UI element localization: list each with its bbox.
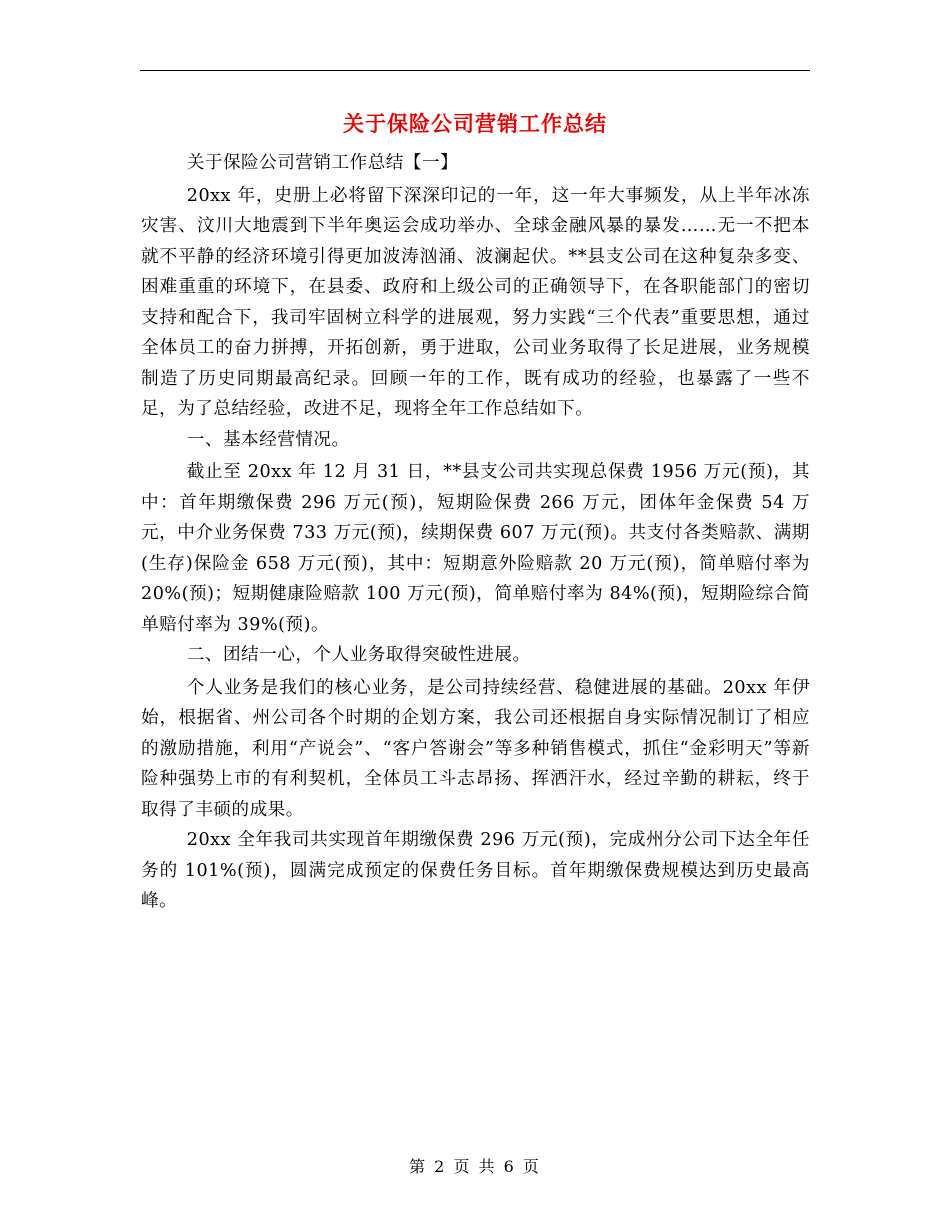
- section-heading: 二、团结一心，个人业务取得突破性进展。: [186, 645, 531, 665]
- section-heading: 关于保险公司营销工作总结【一】: [186, 153, 459, 173]
- body-paragraph: 截止至 20xx 年 12 月 31 日，**县支公司共实现总保费 1956 万元(预)，其中：首年期缴保费 296 万元(预)，短期险保费 266 万元，团体年金保费 54 万元，中介业务保费 733 万元(预)，续期保费 607 万元(预)。共支付各类赔款、满期(生存)保险金 658 万元(预)，其中：短期意外险赔款 20 万元(预)，简单赔付率为 20%(预)；短期健康险赔款 100 万元(预)，简单赔付率为 84%(预)，短期险综合简单赔付率为 39%(预)。: [141, 462, 810, 635]
- document-title: 关于保险公司营销工作总结: [343, 112, 607, 136]
- body-paragraph: 个人业务是我们的核心业务，是公司持续经营、稳健进展的基础。20xx 年伊始，根据省、州公司各个时期的企划方案，我公司还根据自身实际情况制订了相应的激励措施，利用“产说会”、“客户答谢会”等多种销售模式，抓住“金彩明天”等新险种强势上市的有利契机，全体员工斗志昂扬、挥洒汗水，经过辛勤的耕耘，终于取得了丰硕的成果。: [141, 677, 810, 820]
- body-paragraph: 20xx 年，史册上必将留下深深印记的一年，这一年大事频发，从上半年冰冻灾害、汶川大地震到下半年奥运会成功举办、全球金融风暴的暴发……无一不把本就不平静的经济环境引得更加波涛汹涌、波澜起伏。**县支公司在这种复杂多变、困难重重的环境下，在县委、政府和上级公司的正确领导下，在各职能部门的密切支持和配合下，我司牢固树立科学的进展观，努力实践“三个代表”重要思想，通过全体员工的奋力拼搏，开拓创新，勇于进取，公司业务取得了长足进展，业务规模制造了历史同期最高纪录。回顾一年的工作，既有成功的经验，也暴露了一些不足，为了总结经验，改进不足，现将全年工作总结如下。: [141, 185, 810, 419]
- header-rule: [140, 70, 810, 71]
- body-paragraph: 20xx 全年我司共实现首年期缴保费 296 万元(预)，完成州分公司下达全年任务的 101%(预)，圆满完成预定的保费任务目标。首年期缴保费规模达到历史最高峰。: [141, 830, 810, 911]
- document-body: [141, 148, 810, 917]
- section-heading: 一、基本经营情况。: [186, 429, 350, 450]
- page-number: 第 2 页 共 6 页: [409, 1157, 541, 1176]
